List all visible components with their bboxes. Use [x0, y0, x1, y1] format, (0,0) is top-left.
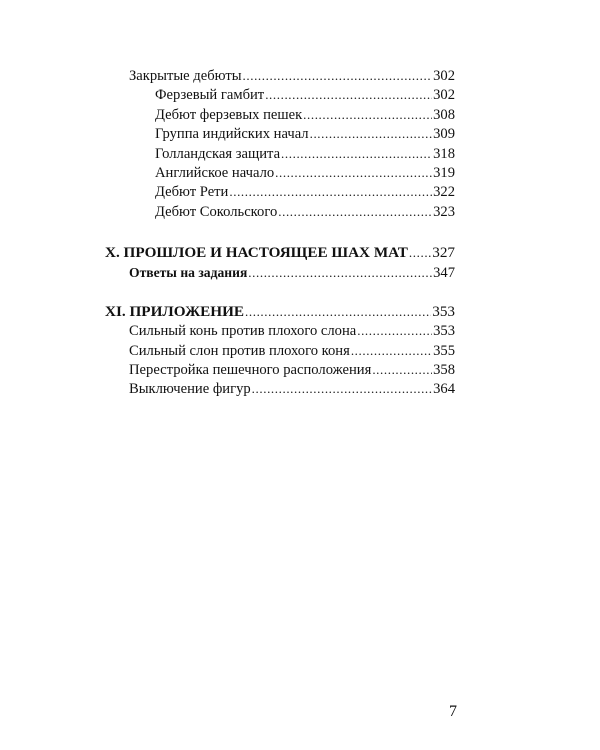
- toc-entry-page: 347: [433, 264, 455, 281]
- dot-leader: [265, 85, 432, 104]
- toc-entry-title: Сильный конь против плохого слона: [129, 323, 357, 340]
- toc-entry-page: 355: [433, 342, 455, 359]
- dot-leader: [252, 379, 432, 398]
- toc-entry-dutch: [105, 144, 455, 163]
- dot-leader: [409, 243, 431, 262]
- toc-entry-indian: [105, 124, 455, 143]
- toc-entry-title: Закрытые дебюты: [129, 68, 242, 84]
- toc-entry-title: Выключение фигур: [129, 381, 251, 398]
- toc-entry-title: Ответы на задания: [129, 264, 248, 280]
- toc-entry-title: Английское начало: [155, 164, 275, 181]
- toc-entry-answers: [105, 263, 455, 282]
- toc-entry-page: 358: [433, 362, 455, 379]
- dot-leader: [281, 144, 432, 163]
- toc-entry-page: 327: [432, 244, 455, 262]
- toc-entry-english: [105, 163, 455, 182]
- page-number: 7: [449, 703, 457, 720]
- dot-leader: [310, 124, 433, 143]
- toc-entry-page: 308: [433, 106, 455, 123]
- toc-entry-page: 353: [433, 323, 455, 340]
- toc-entry-title: Сильный слон против плохого коня: [129, 342, 350, 359]
- toc-entry-piece-exclusion: [105, 379, 455, 398]
- dot-leader: [372, 360, 432, 379]
- toc-entry-page: 353: [432, 302, 455, 320]
- toc-entry-page: 322: [433, 184, 455, 201]
- toc-entry-closed-openings: [105, 66, 455, 85]
- toc-entry-page: 302: [433, 87, 455, 104]
- toc-chapter-x: [105, 243, 455, 262]
- toc-entry-page: 309: [433, 126, 455, 143]
- dot-leader: [245, 302, 431, 321]
- dot-leader: [357, 321, 432, 340]
- toc-entry-page: 364: [433, 381, 455, 398]
- toc-entry-page: 319: [433, 164, 455, 181]
- toc-entry-pawn-restructure: [105, 360, 455, 379]
- toc-chapter-xi: [105, 302, 455, 321]
- dot-leader: [275, 163, 432, 182]
- toc-entry-sokolsky: [105, 202, 455, 221]
- toc-entry-title: Дебют Рети: [155, 184, 229, 201]
- toc-chapter-title: XI. ПРИЛОЖЕНИЕ: [105, 302, 245, 320]
- toc-entry-title: Голландская защита: [155, 145, 281, 162]
- toc-entry-reti: [105, 182, 455, 201]
- toc-entry-strong-bishop: [105, 341, 455, 360]
- section-spacer: [105, 282, 455, 302]
- toc-entry-page: 318: [433, 145, 455, 162]
- toc-entry-strong-knight: [105, 321, 455, 340]
- section-spacer: [105, 221, 455, 243]
- toc-entry-title: Ферзевый гамбит: [155, 87, 265, 104]
- dot-leader: [229, 182, 432, 201]
- dot-leader: [278, 202, 432, 221]
- toc-entry-title: Перестройка пешечного расположения: [129, 362, 372, 379]
- toc-entry-queens-gambit: [105, 85, 455, 104]
- dot-leader: [303, 105, 432, 124]
- toc-chapter-title: X. ПРОШЛОЕ И НАСТОЯЩЕЕ ШАХ МАТ: [105, 244, 408, 262]
- toc-entry-title: Дебют ферзевых пешек: [155, 106, 303, 123]
- toc-entry-title: Дебют Сокольского: [155, 203, 278, 220]
- toc-entry-page: 323: [433, 203, 455, 220]
- dot-leader: [243, 66, 433, 85]
- toc-entry-title: Группа индийских начал: [155, 126, 309, 143]
- dot-leader: [248, 263, 432, 282]
- toc-entry-page: 302: [433, 68, 455, 84]
- dot-leader: [351, 341, 432, 360]
- toc-entry-queens-pawn: [105, 105, 455, 124]
- table-of-contents: [105, 66, 455, 399]
